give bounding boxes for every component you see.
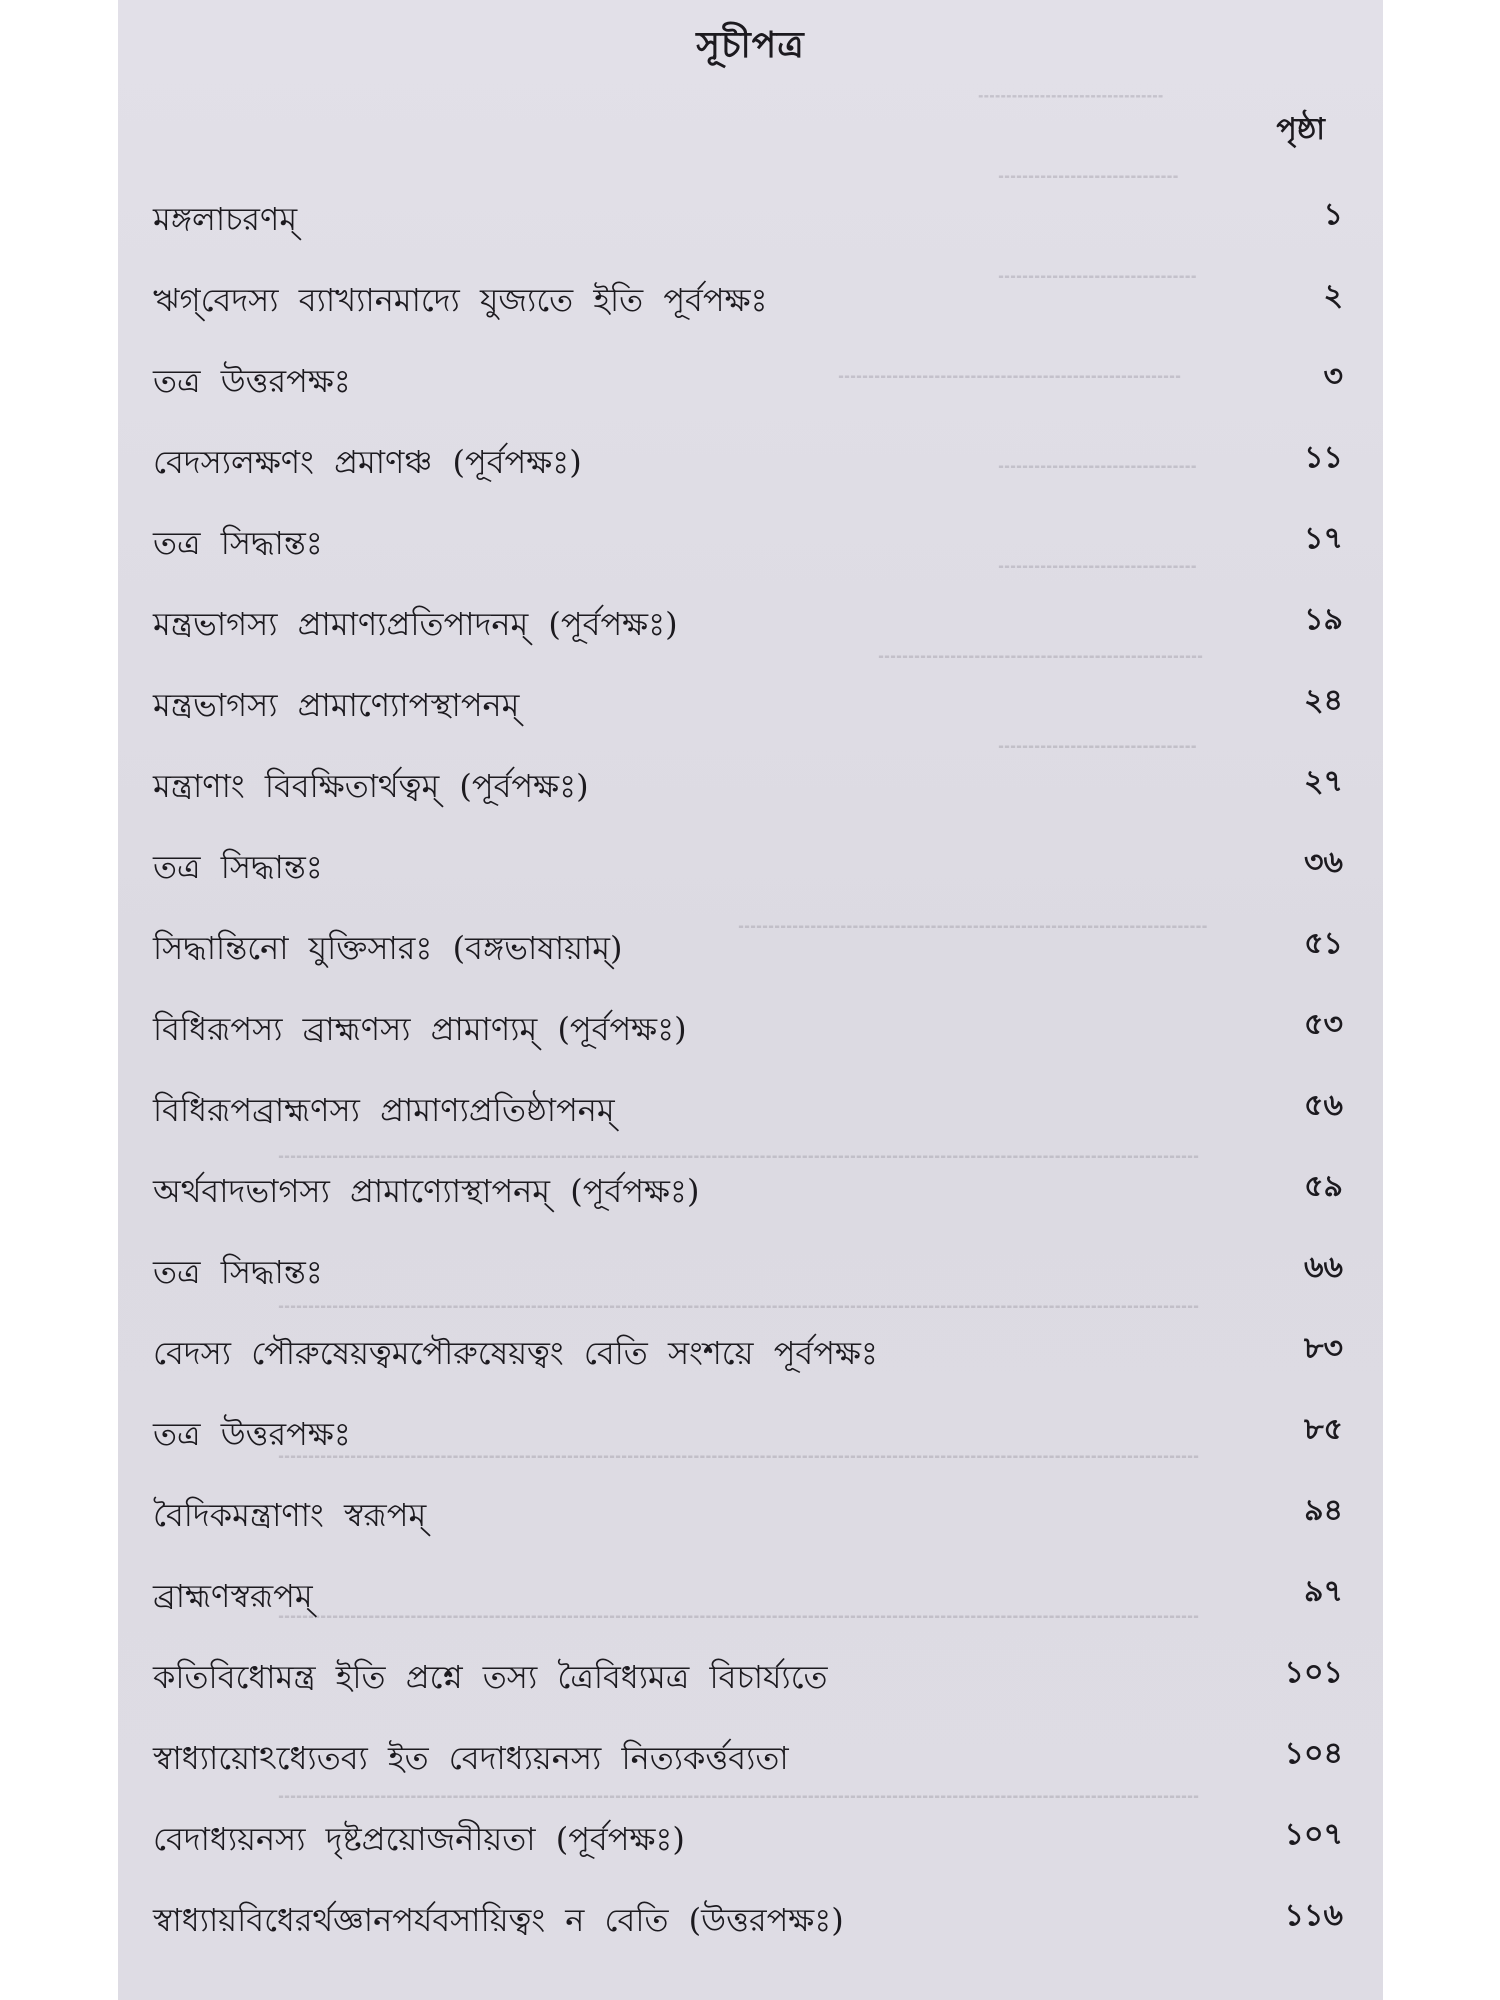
toc-entry <box>153 342 1343 423</box>
show-through-texture: ┄┄┄┄┄┄┄┄┄┄┄┄┄┄┄┄┄┄ <box>878 640 1204 675</box>
toc-entry-title: তত্র সিদ্ধান্তঃ <box>153 523 323 562</box>
toc-entry-page: ১ <box>1323 197 1343 232</box>
toc-entry <box>153 261 1343 342</box>
toc-entry <box>153 585 1343 666</box>
toc-entry <box>153 504 1343 585</box>
toc-entry-title: স্বাধ্যায়বিধেরর্থজ্ঞানপর্যবসায়িত্বং ন বেতি (উত্তরপক্ষঃ) <box>153 1900 844 1939</box>
toc-entry-page: ৫৯ <box>1304 1169 1343 1204</box>
toc-entry <box>153 1152 1343 1233</box>
show-through-texture: ┄┄┄┄┄┄┄┄┄┄┄┄┄┄┄┄┄┄┄┄┄┄┄┄┄┄┄┄┄┄┄┄┄┄┄┄┄┄┄┄┄┄┄┄┄┄┄┄┄┄┄ <box>278 1440 1200 1475</box>
toc-entry <box>153 1800 1343 1881</box>
toc-entry <box>153 1314 1343 1395</box>
toc-entry-title: ঋগ্‌বেদস্য ব্যাখ্যানমাদ্যে যুজ্যতে ইতি পূর্বপক্ষঃ <box>153 280 768 319</box>
toc-entry <box>153 1638 1343 1719</box>
show-through-texture: ┄┄┄┄┄┄┄┄┄┄┄┄┄┄┄┄┄┄┄ <box>838 360 1182 395</box>
page-title: সূচীপত্র <box>696 24 805 66</box>
toc-entry-page: ৫৬ <box>1304 1088 1343 1123</box>
toc-entry <box>153 1071 1343 1152</box>
toc-entry-page: ৬৬ <box>1303 1250 1343 1285</box>
toc-entry <box>153 666 1343 747</box>
show-through-texture: ┄┄┄┄┄┄┄┄┄┄┄┄┄┄┄┄┄┄┄┄┄┄┄┄┄┄┄┄┄┄┄┄┄┄┄┄┄┄┄┄┄┄┄┄┄┄┄┄┄┄┄ <box>278 1290 1200 1325</box>
toc-entry-title: বিধিরূপব্রাহ্মণস্য প্রামাণ্যপ্রতিষ্ঠাপনম্ <box>153 1090 615 1129</box>
toc-entry <box>153 990 1343 1071</box>
toc-entry <box>153 828 1343 909</box>
toc-entry-page: ১০৭ <box>1284 1817 1343 1852</box>
toc-entry <box>153 1395 1343 1476</box>
toc-entry-page: ৩৬ <box>1303 845 1343 880</box>
toc-entry <box>153 1557 1343 1638</box>
show-through-texture: ┄┄┄┄┄┄┄┄┄┄┄ <box>998 260 1197 295</box>
toc-entry-title: বিধিরূপস্য ব্রাহ্মণস্য প্রামাণ্যম্ (পূর্বপক্ষঃ) <box>153 1009 687 1048</box>
toc-entry-page: ৫১ <box>1304 926 1343 961</box>
toc-entry-title: বৈদিকমন্ত্রাণাং স্বরূপম্ <box>153 1495 427 1534</box>
show-through-texture: ┄┄┄┄┄┄┄┄┄┄┄ <box>998 450 1197 485</box>
show-through-texture: ┄┄┄┄┄┄┄┄┄┄┄┄┄┄┄┄┄┄┄┄┄┄┄┄┄┄┄┄┄┄┄┄┄┄┄┄┄┄┄┄┄┄┄┄┄┄┄┄┄┄┄ <box>278 1140 1200 1175</box>
toc-entry <box>153 180 1343 261</box>
toc-entry-title: সিদ্ধান্তিনো যুক্তিসারঃ (বঙ্গভাষায়াম্) <box>153 928 623 967</box>
toc-entry-title: অর্থবাদভাগস্য প্রামাণ্যোস্থাপনম্ (পূর্বপক্ষঃ) <box>153 1171 700 1210</box>
toc-entry <box>153 1881 1343 1962</box>
show-through-texture: ┄┄┄┄┄┄┄┄┄┄┄┄┄┄┄┄┄┄┄┄┄┄┄┄┄┄┄┄┄┄┄┄┄┄┄┄┄┄┄┄┄┄┄┄┄┄┄┄┄┄┄ <box>278 1600 1200 1635</box>
toc-entry-title: মন্ত্রভাগস্য প্রামাণ্যোপস্থাপনম্ <box>153 685 520 724</box>
table-of-contents <box>153 180 1343 1962</box>
toc-entry-title: মন্ত্রাণাং বিবক্ষিতার্থত্বম্ (পূর্বপক্ষঃ) <box>153 766 589 805</box>
toc-entry <box>153 909 1343 990</box>
toc-entry <box>153 1476 1343 1557</box>
toc-entry-page: ১১ <box>1304 440 1343 475</box>
show-through-texture: ┄┄┄┄┄┄┄┄┄┄┄┄┄┄┄┄┄┄┄┄┄┄┄┄┄┄ <box>738 910 1208 945</box>
toc-entry <box>153 747 1343 828</box>
toc-entry-title: তত্র উত্তরপক্ষঃ <box>153 1414 351 1453</box>
toc-entry-page: ৮৫ <box>1304 1412 1343 1447</box>
toc-entry-page: ১৯ <box>1304 602 1343 637</box>
toc-entry <box>153 423 1343 504</box>
toc-entry-page: ৯৭ <box>1304 1574 1343 1609</box>
toc-entry-title: মঙ্গলাচরণম্ <box>153 199 298 238</box>
show-through-texture: ┄┄┄┄┄┄┄┄┄┄┄ <box>998 550 1197 585</box>
toc-entry-page: ১৭ <box>1304 521 1343 556</box>
toc-entry <box>153 1233 1343 1314</box>
toc-entry-page: ২ <box>1323 278 1343 313</box>
toc-entry-title: স্বাধ্যায়োঽধ্যেতব্য ইত বেদাধ্যয়নস্য নিত্যকর্ত্তব্যতা <box>153 1738 789 1777</box>
show-through-texture: ┄┄┄┄┄┄┄┄┄┄ <box>998 160 1179 195</box>
show-through-texture: ┄┄┄┄┄┄┄┄┄┄┄ <box>998 730 1197 765</box>
show-through-texture: ┄┄┄┄┄┄┄┄┄┄┄ <box>978 80 1164 113</box>
toc-entry-title: বেদস্য পৌরুষেয়ত্বমপৌরুষেয়ত্বং বেতি সংশয়ে পূর্বপক্ষঃ <box>153 1333 878 1372</box>
toc-entry-page: ১১৬ <box>1284 1898 1343 1933</box>
toc-entry <box>153 1719 1343 1800</box>
book-page <box>118 0 1383 2000</box>
show-through-texture: ┄┄┄┄┄┄┄┄┄┄┄┄┄┄┄┄┄┄┄┄┄┄┄┄┄┄┄┄┄┄┄┄┄┄┄┄┄┄┄┄┄┄┄┄┄┄┄┄┄┄┄ <box>278 1780 1200 1815</box>
toc-entry-title: তত্র সিদ্ধান্তঃ <box>153 847 323 886</box>
toc-entry-title: ব্রাহ্মণস্বরূপম্ <box>153 1576 313 1615</box>
toc-entry-title: বেদস্যলক্ষণং প্রমাণঞ্চ (পূর্বপক্ষঃ) <box>153 442 582 481</box>
toc-entry-page: ২৭ <box>1303 764 1343 799</box>
toc-entry-title: মন্ত্রভাগস্য প্রামাণ্যপ্রতিপাদনম্ (পূর্বপক্ষঃ) <box>153 604 678 643</box>
toc-entry-title: বেদাধ্যয়নস্য দৃষ্টপ্রয়োজনীয়তা (পূর্বপক্ষঃ) <box>153 1819 685 1858</box>
toc-entry-title: তত্র সিদ্ধান্তঃ <box>153 1252 323 1291</box>
toc-entry-page: ১০৪ <box>1284 1736 1343 1771</box>
toc-entry-page: ২৪ <box>1304 683 1343 718</box>
toc-entry-page: ৮৩ <box>1304 1331 1343 1366</box>
toc-entry-title: কতিবিধোমন্ত্র ইতি প্রশ্নে তস্য ত্রৈবিধ্যমত্র বিচার্য্যতে <box>153 1657 828 1696</box>
toc-entry-page: ৫৩ <box>1304 1007 1343 1042</box>
toc-entry-page: ৩ <box>1323 359 1343 394</box>
toc-entry-title: তত্র উত্তরপক্ষঃ <box>153 361 351 400</box>
page-number-heading: পৃষ্ঠা <box>1276 112 1325 147</box>
toc-entry-page: ৯৪ <box>1304 1493 1343 1528</box>
toc-entry-page: ১০১ <box>1284 1655 1343 1690</box>
